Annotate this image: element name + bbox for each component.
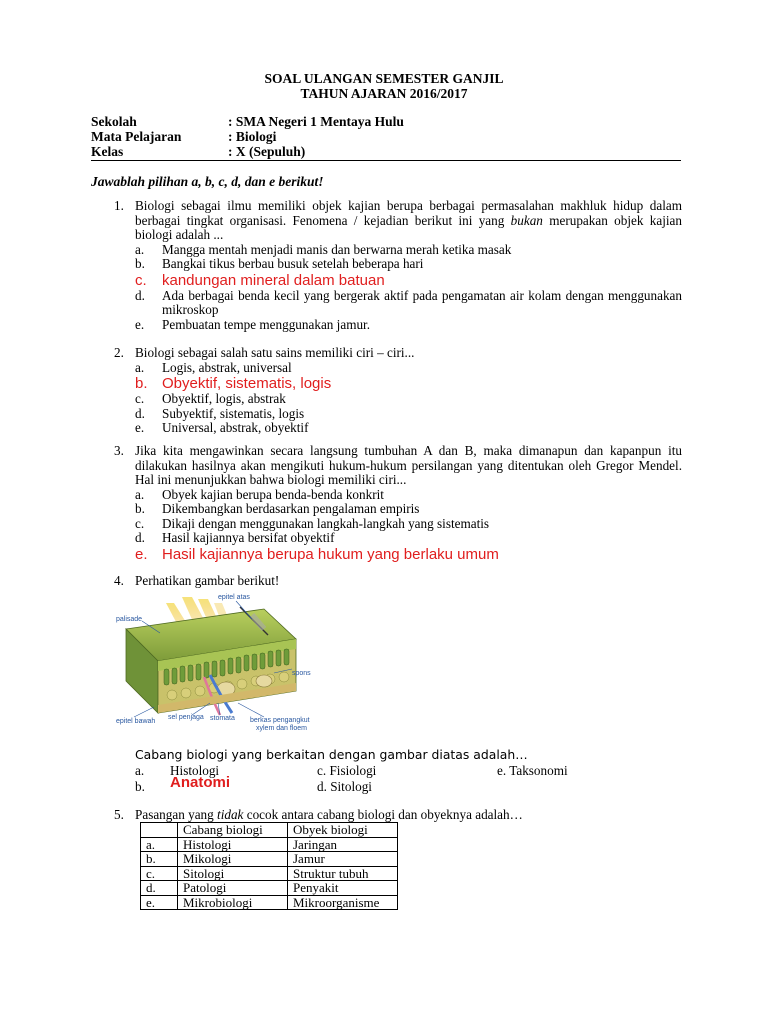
label-epitel-bawah: epitel bawah bbox=[116, 718, 156, 725]
table-cell: d. bbox=[141, 881, 178, 896]
question-4-prompt: Cabang biologi yang berkaitan dengan gambar diatas adalah… bbox=[135, 747, 528, 762]
option-e-text: e. Taksonomi bbox=[497, 763, 568, 778]
table-cell: a. bbox=[141, 837, 178, 852]
option-letter: e. bbox=[135, 545, 148, 563]
table-row bbox=[141, 852, 398, 867]
info-value: : SMA Negeri 1 Mentaya Hulu bbox=[228, 114, 404, 129]
table-cell: Histologi bbox=[178, 837, 288, 852]
table-cell: e. bbox=[141, 895, 178, 910]
option-text: Hasil kajiannya bersifat obyektif bbox=[162, 530, 335, 545]
option-text: Obyek kajian berupa benda-benda konkrit bbox=[162, 486, 384, 502]
option-text: Universal, abstrak, obyektif bbox=[162, 420, 309, 435]
option-letter: a. bbox=[135, 486, 145, 502]
question-1 bbox=[114, 199, 682, 332]
table-cell: Sitologi bbox=[178, 866, 288, 881]
info-value: : Biologi bbox=[228, 129, 277, 144]
option-e bbox=[135, 318, 682, 333]
option-c-answer bbox=[135, 272, 682, 289]
option-a bbox=[135, 361, 682, 376]
label-xylem-floem: xylem dan floem bbox=[256, 725, 307, 732]
option-text: Bangkai tikus berbau busuk setelah beberapa hari bbox=[162, 256, 424, 271]
option-a-text: Histologi bbox=[170, 763, 220, 778]
option-letter: c. bbox=[135, 515, 145, 531]
label-stomata: stomata bbox=[210, 715, 235, 722]
table-cell: Mikroorganisme bbox=[288, 895, 398, 910]
header-divider bbox=[91, 160, 681, 161]
info-row-subject bbox=[91, 130, 681, 145]
question-number: 3. bbox=[114, 443, 124, 458]
option-text: Obyektif, sistematis, logis bbox=[162, 375, 332, 392]
option-text: Subyektif, sistematis, logis bbox=[162, 405, 305, 421]
question-3 bbox=[114, 444, 682, 563]
option-d-text: d. Sitologi bbox=[317, 779, 372, 794]
option-e bbox=[135, 421, 682, 436]
info-row-class bbox=[91, 145, 681, 160]
exam-title: SOAL ULANGAN SEMESTER GANJIL bbox=[264, 71, 504, 86]
question-number: 1. bbox=[114, 198, 124, 213]
option-letter: d. bbox=[135, 287, 145, 303]
table-header-cell: Obyek biologi bbox=[288, 823, 398, 838]
table-header-row bbox=[141, 823, 398, 838]
question-text-emphasis: bukan bbox=[510, 212, 543, 228]
option-letter: c. bbox=[135, 271, 147, 289]
label-spons: spons bbox=[292, 670, 311, 677]
option-letter: a. bbox=[135, 359, 145, 375]
option-letter: b. bbox=[135, 501, 145, 516]
option-text: Hasil kajiannya berupa hukum yang berlaku umum bbox=[162, 545, 499, 563]
option-letter: b. bbox=[135, 256, 145, 271]
option-text: Ada berbagai benda kecil yang bergerak aktif pada pengamatan air kolam dengan menggunakan mikroskop bbox=[162, 287, 682, 317]
question-text: Perhatikan gambar berikut! bbox=[135, 573, 280, 588]
table-cell: Struktur tubuh bbox=[288, 866, 398, 881]
option-c bbox=[135, 517, 682, 532]
question-text-part: Biologi sebagai ilmu memiliki objek kajian berupa berbagai permasalahan makhluk hidup dalam berbagai tingkat organisasi. Fenomena / kejadian berikut ini yang bbox=[135, 198, 682, 228]
option-text: kandungan mineral dalam batuan bbox=[162, 271, 385, 289]
option-text: Mangga mentah menjadi manis dan berwarna merah ketika masak bbox=[162, 241, 512, 257]
option-letter: b. bbox=[135, 779, 145, 794]
instruction: Jawablah pilihan a, b, c, d, dan e berikut! bbox=[91, 174, 324, 189]
table-cell: c. bbox=[141, 866, 178, 881]
option-text: Obyektif, logis, abstrak bbox=[162, 391, 286, 406]
option-text: Dikembangkan berdasarkan pengalaman empiris bbox=[162, 501, 420, 516]
question-number: 2. bbox=[114, 345, 124, 360]
option-text: Dikaji dengan menggunakan langkah-langkah yang sistematis bbox=[162, 515, 490, 531]
table-cell: Mikologi bbox=[178, 852, 288, 867]
question-text bbox=[135, 808, 682, 823]
question-number: 5. bbox=[114, 807, 124, 822]
option-a bbox=[135, 243, 682, 258]
label-epitel-atas: epitel atas bbox=[218, 594, 250, 601]
question-text bbox=[135, 199, 682, 243]
option-b-answer bbox=[135, 375, 682, 392]
leaf-block bbox=[126, 607, 296, 715]
table-cell: b. bbox=[141, 852, 178, 867]
label-palisade: palisade bbox=[116, 616, 143, 623]
option-text: Pembuatan tempe menggunakan jamur. bbox=[162, 316, 371, 332]
exam-year: TAHUN AJARAN 2016/2017 bbox=[300, 86, 468, 101]
option-b-answer: Anatomi bbox=[170, 774, 230, 791]
table-cell: Penyakit bbox=[288, 881, 398, 896]
option-d bbox=[135, 407, 682, 422]
info-label: Kelas bbox=[91, 144, 124, 159]
option-letter: e. bbox=[135, 420, 145, 435]
question-5 bbox=[114, 808, 682, 823]
option-letter: e. bbox=[135, 316, 145, 332]
table-cell: Mikrobiologi bbox=[178, 895, 288, 910]
question-text-part: Pasangan yang bbox=[135, 807, 218, 822]
question-text-part: merupakan objek kajian biologi adalah ... bbox=[135, 212, 682, 242]
biology-branch-table bbox=[140, 822, 398, 910]
option-letter: d. bbox=[135, 530, 145, 545]
table-cell: Patologi bbox=[178, 881, 288, 896]
option-e-answer bbox=[135, 546, 682, 563]
table-row bbox=[141, 837, 398, 852]
option-b bbox=[135, 502, 682, 517]
question-2 bbox=[114, 346, 682, 436]
table-header-cell: Cabang biologi bbox=[178, 823, 288, 838]
table-row bbox=[141, 895, 398, 910]
option-letter: a. bbox=[135, 763, 145, 778]
option-letter: c. bbox=[135, 391, 145, 406]
question-text-emphasis: tidak bbox=[217, 807, 244, 822]
question-4 bbox=[114, 574, 682, 589]
info-row-school bbox=[91, 115, 681, 130]
info-label: Mata Pelajaran bbox=[91, 129, 182, 144]
option-c-text: c. Fisiologi bbox=[317, 763, 377, 778]
label-berkas-pengangkut: berkas pengangkut bbox=[250, 717, 310, 724]
question-number: 4. bbox=[114, 573, 124, 588]
info-label: Sekolah bbox=[91, 114, 137, 129]
school-info bbox=[91, 115, 681, 160]
table-cell: Jamur bbox=[288, 852, 398, 867]
question-text: Biologi sebagai salah satu sains memiliki ciri – ciri... bbox=[135, 345, 415, 360]
option-d bbox=[135, 289, 682, 318]
label-sel-penjaga: sel penjaga bbox=[168, 714, 204, 721]
option-d bbox=[135, 531, 682, 546]
table-row bbox=[141, 881, 398, 896]
option-text: Logis, abstrak, universal bbox=[162, 359, 292, 375]
info-value: : X (Sepuluh) bbox=[228, 144, 306, 159]
table-row bbox=[141, 866, 398, 881]
table-cell: Jaringan bbox=[288, 837, 398, 852]
question-text: Jika kita mengawinkan secara langsung tumbuhan A dan B, maka dimanapun dan kapanpun itu dilakukan hasilnya akan mengikuti hukum-hukum persilangan yang ditentukan oleh Gregor Mendel. Hal ini menunjukkan bahwa biologi memiliki ciri... bbox=[135, 443, 682, 487]
question-text-part: cocok antara cabang biologi dan obyeknya adalah… bbox=[243, 807, 523, 822]
option-a bbox=[135, 488, 682, 503]
option-letter: b. bbox=[135, 375, 148, 392]
option-c bbox=[135, 392, 682, 407]
table-header-cell bbox=[141, 823, 178, 838]
option-letter: d. bbox=[135, 405, 145, 421]
leaf-cross-section-figure bbox=[114, 591, 314, 733]
option-letter: a. bbox=[135, 241, 145, 257]
option-b bbox=[135, 257, 682, 272]
